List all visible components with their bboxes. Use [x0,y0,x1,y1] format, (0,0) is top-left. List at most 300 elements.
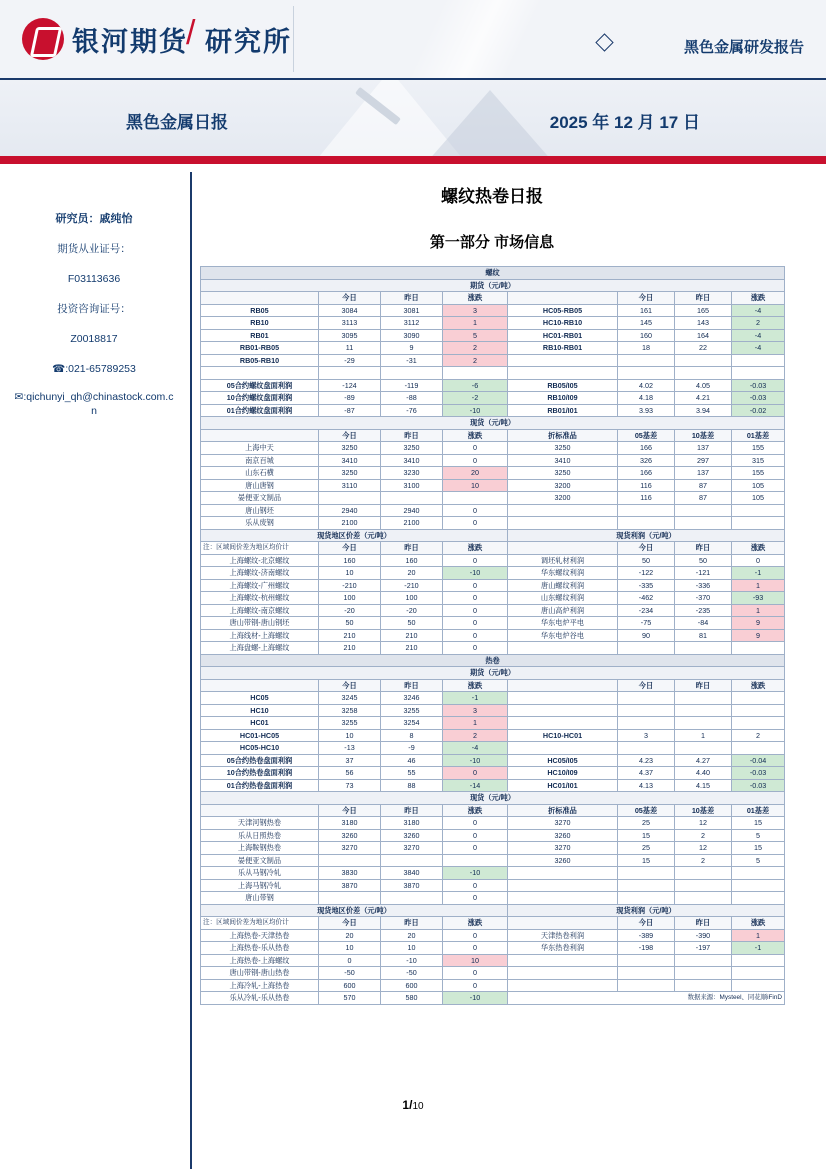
subsection-futures: 期货（元/吨） [201,667,785,680]
vertical-divider [190,172,192,1169]
change-cell: -0.03 [732,767,785,780]
company-logo-icon [22,18,64,60]
consult-label: 投资咨询证号： [57,303,131,315]
row-label: RB10-RB01 [508,342,618,355]
column-header-row [201,542,785,555]
table-cell: -84 [675,617,732,630]
page-body [0,164,826,1002]
band-underline [0,156,826,160]
page-header [0,0,826,80]
table-cell: 12 [675,842,732,855]
table-row [201,517,785,530]
title-band [0,80,826,164]
table-cell: 580 [381,992,443,1005]
row-label: 唐山带钢-唐山钢坯 [201,617,319,630]
table-cell: 15 [618,854,675,867]
row-label: 天津热卷利润 [508,929,618,942]
table-cell [675,367,732,380]
change-cell: 5 [443,329,508,342]
change-cell [732,704,785,717]
table-row [201,867,785,880]
department-name: 研究所 [205,27,292,57]
table-row [201,342,785,355]
table-cell [675,892,732,905]
table-cell: 昨日 [381,292,443,305]
table-cell: 3270 [508,842,618,855]
table-cell: 155 [732,442,785,455]
table-cell: 116 [618,479,675,492]
row-label [508,367,618,380]
table-cell: 2 [675,829,732,842]
table-cell [319,854,381,867]
change-cell: 0 [443,592,508,605]
table-cell: -20 [381,604,443,617]
table-cell: 3110 [319,479,381,492]
table-cell: 3081 [381,304,443,317]
change-cell: -1 [443,692,508,705]
table-cell: 56 [319,767,381,780]
table-cell [732,504,785,517]
header-sheen [330,0,630,80]
table-row [201,754,785,767]
table-cell: 570 [319,992,381,1005]
table-cell: 涨跌 [732,679,785,692]
table-cell: 81 [675,629,732,642]
table-cell: -87 [319,404,381,417]
table-row [201,954,785,967]
change-cell: 20 [443,467,508,480]
table-cell: 5 [732,854,785,867]
table-cell [618,354,675,367]
change-cell: -0.03 [732,379,785,392]
change-cell: 0 [443,979,508,992]
table-cell: 折标准品 [508,429,618,442]
table-cell: 3260 [319,829,381,842]
table-note: 注：区域间价差为地区均价计 [201,917,319,930]
table-cell: 01基差 [732,804,785,817]
table-row [201,379,785,392]
table-cell: 87 [675,492,732,505]
table-cell [618,742,675,755]
table-cell: 今日 [319,542,381,555]
change-cell: 3 [443,704,508,717]
row-label: 唐山带钢 [201,892,319,905]
table-cell: 01基差 [732,429,785,442]
subsection-futures: 期货（元/吨） [201,279,785,292]
change-cell: -0.04 [732,754,785,767]
change-cell: 1 [732,604,785,617]
table-row [201,592,785,605]
table-cell: 3180 [319,817,381,830]
table-cell: 3.93 [618,404,675,417]
table-cell [201,292,319,305]
table-cell: -20 [319,604,381,617]
table-cell [319,892,381,905]
table-cell [618,692,675,705]
table-cell: 2940 [319,504,381,517]
table-cell: -50 [381,967,443,980]
row-label: 唐山带钢-唐山热卷 [201,967,319,980]
table-cell: 3180 [381,817,443,830]
table-row [201,892,785,905]
table-cell: 22 [675,342,732,355]
change-cell: -14 [443,779,508,792]
section-header-row [201,654,785,667]
row-label: HC05 [201,692,319,705]
table-row [201,929,785,942]
change-cell: 2 [443,342,508,355]
row-label: 乐从日照热卷 [201,829,319,842]
change-cell: -1 [732,942,785,955]
row-label [201,367,319,380]
change-cell [732,692,785,705]
table-cell [508,679,618,692]
table-cell: 326 [618,454,675,467]
page-total: 10 [412,1101,424,1112]
change-cell: -4 [732,329,785,342]
table-cell: 10 [319,567,381,580]
row-label: HC10/I09 [508,767,618,780]
change-cell: 0 [443,554,508,567]
table-cell: -234 [618,604,675,617]
table-cell [675,717,732,730]
subsection-regional: 现货地区价差（元/吨） [201,904,508,917]
table-cell: 11 [319,342,381,355]
table-cell: 涨跌 [732,917,785,930]
table-cell: 73 [319,779,381,792]
table-cell: -197 [675,942,732,955]
table-cell: 昨日 [381,429,443,442]
change-cell [732,717,785,730]
table-cell: 20 [381,929,443,942]
table-cell: 涨跌 [732,292,785,305]
change-cell [732,354,785,367]
row-label: 南京百城 [201,454,319,467]
change-cell: 0 [443,629,508,642]
change-cell: -10 [443,867,508,880]
table-cell [675,517,732,530]
table-cell [381,492,443,505]
table-cell: 9 [381,342,443,355]
table-cell: 昨日 [675,542,732,555]
table-row [201,442,785,455]
table-cell [675,979,732,992]
table-cell: 8 [381,729,443,742]
table-cell: 50 [618,554,675,567]
table-cell: -76 [381,404,443,417]
table-row [201,504,785,517]
table-cell: 210 [381,629,443,642]
row-label [508,967,618,980]
row-label [508,742,618,755]
row-label: 上海中天 [201,442,319,455]
change-cell [443,492,508,505]
table-cell [508,504,618,517]
row-label: HC05/I05 [508,754,618,767]
table-cell: 210 [319,629,381,642]
subsection-row [201,792,785,805]
change-cell: 0 [443,817,508,830]
table-cell: -75 [618,617,675,630]
table-cell: -370 [675,592,732,605]
table-cell: 2940 [381,504,443,517]
table-cell: 105 [732,479,785,492]
table-cell: 3270 [381,842,443,855]
table-row [201,854,785,867]
table-row [201,717,785,730]
section-header-row [201,267,785,280]
table-cell: 1 [675,729,732,742]
table-cell [675,879,732,892]
subsection-profit: 现货利润（元/吨） [508,904,785,917]
header-divider [293,6,294,72]
table-cell [618,367,675,380]
row-label [508,717,618,730]
table-cell: 昨日 [675,917,732,930]
table-cell [618,504,675,517]
change-cell: 10 [443,954,508,967]
subsection-spot: 现货（元/吨） [201,792,785,805]
table-cell: 3250 [319,442,381,455]
row-label [508,642,618,655]
table-cell: -29 [319,354,381,367]
table-cell: 今日 [319,679,381,692]
table-cell: 4.02 [618,379,675,392]
row-label: 华东螺纹利润 [508,567,618,580]
change-cell: 0 [443,579,508,592]
table-row [201,692,785,705]
row-label: 10合约螺纹盘面利润 [201,392,319,405]
table-cell: 3250 [319,467,381,480]
row-label: HC10-HC01 [508,729,618,742]
change-cell: 0 [443,942,508,955]
table-cell: 100 [319,592,381,605]
table-cell: -124 [319,379,381,392]
table-row [201,992,785,1005]
row-label: 上海鞍钢热卷 [201,842,319,855]
row-label: HC10 [201,704,319,717]
table-cell: 160 [319,554,381,567]
table-cell: 165 [675,304,732,317]
change-cell: 0 [443,929,508,942]
row-label: 华东电炉谷电 [508,629,618,642]
column-header-row [201,917,785,930]
table-cell: 4.05 [675,379,732,392]
table-cell: 25 [618,842,675,855]
table-row [201,329,785,342]
row-label: HC01 [201,717,319,730]
change-cell: 0 [443,892,508,905]
change-cell: -1 [732,567,785,580]
table-cell: 600 [381,979,443,992]
table-cell: 12 [675,817,732,830]
section-title-hrc: 热卷 [201,654,785,667]
table-cell: 4.37 [618,767,675,780]
row-label: 晏便亚文制品 [201,854,319,867]
table-cell: 315 [732,454,785,467]
table-row [201,642,785,655]
change-cell: 2 [732,729,785,742]
table-cell [618,517,675,530]
row-label: 上海热卷-上海螺纹 [201,954,319,967]
change-cell [732,979,785,992]
table-cell: 2 [675,854,732,867]
table-cell: 166 [618,442,675,455]
row-label: 05合约螺纹盘面利润 [201,379,319,392]
table-cell [381,854,443,867]
change-cell: 0 [443,442,508,455]
table-body [201,267,785,1005]
table-cell: 116 [618,492,675,505]
table-cell [618,954,675,967]
column-header-row [201,292,785,305]
section-heading: 第一部分 市场信息 [429,234,555,251]
table-row [201,879,785,892]
table-cell: 折标准品 [508,804,618,817]
table-cell: 今日 [319,917,381,930]
table-cell: 15 [732,817,785,830]
table-cell: 166 [618,467,675,480]
table-cell: 涨跌 [443,429,508,442]
table-cell: 3410 [381,454,443,467]
table-row [201,842,785,855]
table-cell: 05基差 [618,429,675,442]
section-title-rebar: 螺纹 [201,267,785,280]
change-cell: 0 [443,829,508,842]
table-cell: 143 [675,317,732,330]
table-cell [201,429,319,442]
change-cell [732,367,785,380]
table-cell: 161 [618,304,675,317]
email-address: ✉:qichunyi_qh@chinastock.com.cn [14,391,174,417]
row-label: RB05-RB10 [201,354,319,367]
change-cell: -10 [443,567,508,580]
row-label: 山东螺纹利润 [508,592,618,605]
table-cell: 涨跌 [443,804,508,817]
table-cell: -198 [618,942,675,955]
table-cell: 3090 [381,329,443,342]
table-cell: -336 [675,579,732,592]
table-cell [618,717,675,730]
subsection-row [201,529,785,542]
table-cell: 164 [675,329,732,342]
table-row [201,629,785,642]
table-cell: 20 [381,567,443,580]
table-cell: -50 [319,967,381,980]
change-cell: 0 [443,842,508,855]
table-cell: 3200 [508,479,618,492]
column-header-row [201,679,785,692]
table-cell: -210 [319,579,381,592]
change-cell: 0 [443,604,508,617]
brand-slash: / [186,14,196,52]
table-cell: 3410 [319,454,381,467]
table-row [201,354,785,367]
table-cell: 18 [618,342,675,355]
table-cell: 今日 [618,292,675,305]
row-label: 上海螺纹-济南螺纹 [201,567,319,580]
table-cell: 昨日 [675,679,732,692]
table-cell: 3200 [508,492,618,505]
change-cell [443,367,508,380]
row-label: 华东热卷利润 [508,942,618,955]
row-label: 山东石横 [201,467,319,480]
table-cell [618,979,675,992]
change-cell [732,742,785,755]
table-cell: 210 [381,642,443,655]
table-cell: 4.13 [618,779,675,792]
change-cell: -0.03 [732,392,785,405]
row-label: HC05-RB05 [508,304,618,317]
table-cell: -121 [675,567,732,580]
table-cell: 3258 [319,704,381,717]
table-cell: 15 [732,842,785,855]
table-row [201,979,785,992]
table-row [201,392,785,405]
table-row [201,579,785,592]
subsection-profit: 现货利润（元/吨） [508,529,785,542]
row-label: 上海冷轧-上海热卷 [201,979,319,992]
change-cell: -10 [443,404,508,417]
table-cell: 3113 [319,317,381,330]
table-row [201,829,785,842]
table-cell [732,517,785,530]
table-cell: 160 [618,329,675,342]
row-label: RB10 [201,317,319,330]
table-cell: 145 [618,317,675,330]
change-cell: 0 [443,617,508,630]
table-cell: 3270 [319,842,381,855]
table-cell: 20 [319,929,381,942]
table-cell: 3255 [381,704,443,717]
table-cell [508,867,618,880]
table-row [201,742,785,755]
table-cell [618,704,675,717]
row-label: HC01-RB01 [508,329,618,342]
row-label: 唐山钢坯 [201,504,319,517]
page-title: 螺纹热卷日报 [441,187,543,206]
change-cell: 1 [443,317,508,330]
table-cell [201,804,319,817]
table-cell: 3250 [508,442,618,455]
change-cell: 2 [443,354,508,367]
document-content [200,172,784,1005]
table-cell: 今日 [319,292,381,305]
table-cell: 3260 [508,854,618,867]
row-label: 上海螺纹-南京螺纹 [201,604,319,617]
change-cell: 3 [443,304,508,317]
row-label [508,704,618,717]
company-name: 银河期货 [72,27,188,57]
table-row [201,942,785,955]
table-cell: -235 [675,604,732,617]
table-cell [508,892,618,905]
table-cell [675,954,732,967]
table-row [201,492,785,505]
table-cell [675,967,732,980]
table-cell [319,367,381,380]
row-label: 唐山唐钢 [201,479,319,492]
table-cell: 昨日 [381,917,443,930]
table-cell: 15 [618,829,675,842]
table-cell: 昨日 [675,292,732,305]
table-row [201,467,785,480]
table-cell [381,367,443,380]
table-cell: 50 [319,617,381,630]
sidebar [0,204,188,418]
table-cell [732,892,785,905]
table-row [201,617,785,630]
